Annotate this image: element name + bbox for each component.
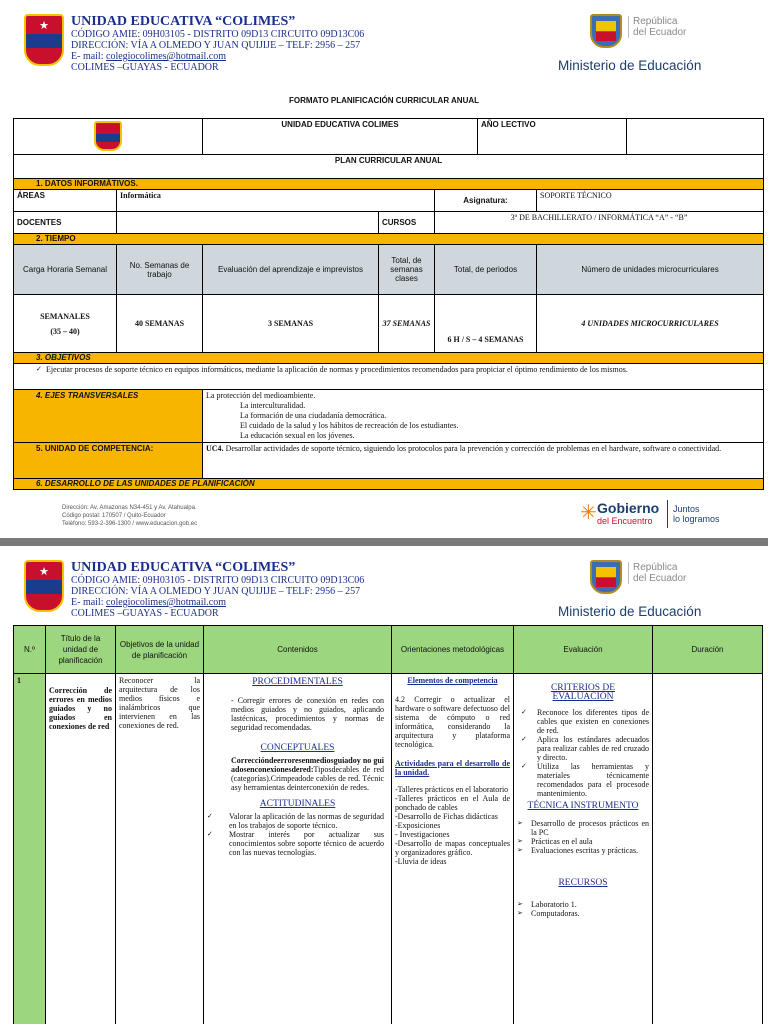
section-1-header: 1. DATOS INFORMÀTIVOS. — [14, 179, 764, 190]
page-footer — [62, 504, 197, 528]
eje-item: La protección del medioambiente. — [206, 391, 316, 400]
objetivo-text: ✓ Ejecutar procesos de soporte técnico en equipos informáticos, mediante la aplicación de normas y procedimientos recomendados para propiciar el óptimo rendimiento de los mismos. — [36, 365, 760, 374]
asignatura-value: SOPORTE TÉCNICO — [537, 190, 764, 212]
gobierno-sub: del Encuentro — [597, 516, 653, 526]
value-carga — [14, 295, 117, 353]
actividad-item: -Desarrollo de Fichas didácticas — [395, 812, 498, 821]
ejes-cell — [203, 390, 764, 443]
ano-lectivo-value — [627, 119, 764, 155]
email-label: E- mail: — [71, 51, 106, 62]
school-address: DIRECCIÓN: VÍA A OLMEDO Y JUAN QUIJIJE – TELF: 2956 – 257 — [71, 586, 361, 597]
docentes-label: DOCENTES — [14, 212, 117, 234]
col-header-num: N.º — [14, 626, 46, 674]
ecuador-coat-of-arms-icon — [590, 14, 622, 48]
planning-units-table — [13, 625, 763, 1024]
col-header-objetivos: Objetivos de la unidad de planificación — [116, 626, 204, 674]
areas-label: ÁREAS — [14, 190, 117, 212]
unit-number: 1 — [14, 674, 46, 1024]
plan-info-table — [13, 118, 764, 490]
actitudinal-item: ✓ Mostrar interés por actualizar sus conocimientos sobre soporte técnico de acuerdo con las nuevas tecnologías. — [207, 830, 384, 857]
uc-text: Desarrollar actividades de soporte técnico, siguiendo los protocolos para la prevención y corrección de problemas en el hardware, software o conectividad. — [223, 444, 722, 453]
uc-code: UC4. — [206, 444, 224, 453]
unit-duration — [653, 674, 763, 1024]
letterhead — [0, 0, 768, 90]
ministerio-label: Ministerio de Educación — [558, 604, 702, 619]
header-carga: Carga Horaria Semanal — [14, 245, 117, 295]
eje-item: La formación de una ciudadanía democrática. — [240, 411, 387, 420]
gobierno-word: Gobierno — [597, 500, 660, 516]
conceptuales-bold: Correccióndeerroresenmediosguiadoy no guiadosenconexionesdered: — [231, 756, 384, 774]
ministry-logo — [558, 558, 738, 619]
footer-direccion: Dirección: Av. Amazonas N34-451 y Av. Atahualpa. — [62, 505, 197, 511]
recurso-item: ➢ Computadoras. — [517, 909, 649, 918]
document-title: FORMATO PLANIFICACIÓN CURRICULAR ANUAL — [288, 96, 480, 105]
header-total-semanas: Total, de semanas clases — [379, 245, 435, 295]
school-email-line — [71, 51, 364, 62]
ano-lectivo-cell: AÑO LECTIVO — [478, 119, 627, 155]
ministry-logo — [558, 12, 738, 73]
gobierno-logo — [580, 496, 740, 534]
school-code: CÓDIGO AMIE: 09H03105 - DISTRITO 09D13 CIRCUITO 09D13C06 — [71, 575, 365, 586]
unidad-cell: UNIDAD EDUCATIVA COLIMES — [203, 119, 478, 155]
actividad-item: -Lluvia de ideas — [395, 857, 447, 866]
republica-label — [628, 562, 686, 584]
col-header-contenidos: Contenidos — [204, 626, 392, 674]
table-logo-cell — [14, 119, 203, 155]
criterios-title: CRITERIOS DE EVALUACIÓN — [550, 683, 616, 702]
value-total-periodos: 6 H / S – 4 SEMANAS — [435, 295, 537, 353]
republica-line-1: República — [633, 562, 678, 573]
footer-codigo: Código postal: 170507 / Quito-Ecuador — [62, 513, 166, 519]
school-address: DIRECCIÓN: VÍA A OLMEDO Y JUAN QUIJIJE – TELF: 2956 – 257 — [71, 40, 361, 51]
section-3-header: 3. OBJETIVOS — [14, 353, 764, 364]
tecnica-item: ➢ Prácticas en el aula — [517, 837, 649, 846]
procedimentales-text: - Corregir errores de conexión en redes con medios guiados y no guiados, aplicando lastécnicas, procedimientos y normas de seguridad recomendadas. — [231, 696, 384, 732]
value-evaluacion: 3 SEMANAS — [203, 295, 379, 353]
gobierno-star-icon: ✳ — [580, 502, 597, 524]
republica-line-1: República — [633, 16, 678, 27]
cursos-label: CURSOS — [379, 212, 435, 234]
section-4-header: 4. EJES TRANSVERSALES — [14, 390, 203, 443]
eje-item: La educación sexual en los jóvenes. — [240, 431, 355, 440]
unit-title: Corrección de errores en medios guiados y no guiados en conexiones de red — [46, 674, 116, 1024]
actividad-item: - Investigaciones — [395, 830, 450, 839]
juntos-1: Juntos — [673, 504, 700, 514]
value-semanas: 40 SEMANAS — [117, 295, 203, 353]
letterhead — [0, 546, 768, 636]
criterio-item: ✓ Aplica los estándares adecuados para realizar cables de red cruzado y directo. — [521, 735, 649, 762]
eje-item: El cuidado de la salud y los hábitos de recreación de los estudiantes. — [240, 421, 459, 430]
unit-methodology — [392, 674, 514, 1024]
value-total-semanas: 37 SEMANAS — [379, 295, 435, 353]
school-email-line — [71, 597, 364, 608]
tecnica-item: ➢ Desarrollo de procesos prácticos en la PC — [517, 819, 649, 837]
objetivo-cell — [14, 364, 764, 390]
eje-item: La interculturalidad. — [240, 401, 306, 410]
conceptuales-body: Tiposdecables de red (categorías).Crimpeadode cables de red. Técnicasy herramientas deinterconexión de redes. — [231, 765, 384, 792]
procedimentales-title: PROCEDIMENTALES — [252, 677, 343, 687]
recurso-item: ➢ Laboratorio 1. — [517, 900, 649, 909]
school-name: UNIDAD EDUCATIVA “COLIMES” — [71, 14, 296, 29]
actividad-item: -Desarrollo de mapas conceptuales y organizadores gráfico. — [395, 839, 510, 857]
elementos-title: Elementos de competencia — [407, 676, 498, 685]
page-2 — [0, 546, 768, 1024]
section-6-header: 6. DESARROLLO DE LAS UNIDADES DE PLANIFICACIÒN — [14, 479, 764, 490]
school-info — [71, 560, 364, 619]
header-total-periodos: Total, de periodos — [435, 245, 537, 295]
footer-telefono: Teléfono: 593-2-396-1300 / www.educacion.gob.ec — [62, 521, 198, 527]
small-shield-icon — [94, 121, 122, 151]
conceptuales-title: CONCEPTUALES — [260, 743, 335, 753]
cursos-value: 3º DE BACHILLERATO / INFORMÁTICA “A” - “B” — [435, 212, 764, 234]
email-link[interactable]: colegiocolimes@hotmail.com — [106, 597, 227, 608]
section-5-header: 5. UNIDAD DE COMPETENCIA: — [14, 443, 203, 479]
school-name: UNIDAD EDUCATIVA “COLIMES” — [71, 560, 296, 575]
republica-line-2: del Ecuador — [633, 573, 687, 584]
areas-value: Informática — [117, 190, 435, 212]
tecnica-title: TÉCNICA INSTRUMENTO — [527, 801, 639, 811]
col-header-orientaciones: Orientaciones metodológicas — [392, 626, 514, 674]
school-location: COLIMES –GUAYAS - ECUADOR — [71, 608, 219, 619]
school-code: CÓDIGO AMIE: 09H03105 - DISTRITO 09D13 CIRCUITO 09D13C06 — [71, 29, 365, 40]
unit-contents — [204, 674, 392, 1024]
ministerio-label: Ministerio de Educación — [558, 58, 702, 73]
col-header-duracion: Duración — [653, 626, 763, 674]
criterio-item: ✓ Reconoce los diferentes tipos de cables que existen en conexiones de red. — [521, 708, 649, 735]
header-evaluacion: Evaluación del aprendizaje e imprevistos — [203, 245, 379, 295]
header-semanas: No. Semanas de trabajo — [117, 245, 203, 295]
school-location: COLIMES –GUAYAS - ECUADOR — [71, 62, 219, 73]
elementos-text: 4.2 Corregir o actualizar el hardware o software defectuoso del sistema de cómputo o red informática, considerando la arquitectura y plataforma tecnológica. — [395, 695, 510, 749]
plan-curricular-cell: PLAN CURRICULAR ANUAL — [14, 155, 764, 179]
col-header-titulo: Título de la unidad de planificación — [46, 626, 116, 674]
ecuador-coat-of-arms-icon — [590, 560, 622, 594]
republica-label — [628, 16, 686, 38]
col-header-evaluacion: Evaluación — [514, 626, 653, 674]
school-info — [71, 14, 364, 73]
section-2-header: 2. TIEMPO — [14, 234, 764, 245]
value-num-unidades: 4 UNIDADES MICROCURRICULARES — [537, 295, 764, 353]
conceptuales-text — [207, 756, 388, 792]
email-label: E- mail: — [71, 597, 106, 608]
value-carga-2: (35 – 40) — [50, 326, 80, 336]
asignatura-label: Asignatura: — [435, 190, 537, 212]
unit-evaluation — [514, 674, 653, 1024]
tecnica-item: ➢ Evaluaciones escritas y prácticas. — [517, 846, 649, 855]
actividades-title: Actividades para el desarrollo de la unidad. — [395, 759, 510, 777]
actividad-item: -Exposiciones — [395, 821, 441, 830]
header-num-unidades: Número de unidades microcurriculares — [537, 245, 764, 295]
school-shield-logo: ★ — [24, 560, 64, 612]
uc-cell — [203, 443, 764, 479]
email-link[interactable]: colegiocolimes@hotmail.com — [106, 51, 227, 62]
recursos-title: RECURSOS — [558, 878, 608, 888]
actitudinal-item: ✓ Valorar la aplicación de las normas de seguridad en los trabajos de soporte técnico. — [207, 812, 384, 830]
republica-line-2: del Ecuador — [633, 27, 687, 38]
actividad-item: -Talleres prácticos en el laboratorio — [395, 785, 509, 794]
criterio-item: ✓ Utiliza las herramientas y materiales técnicamente recomendados para el procesode mantenimiento. — [521, 762, 649, 798]
actitudinales-title: ACTITUDINALES — [259, 799, 336, 809]
unit-objective: Reconocer la arquitectura de los medios físicos e inalámbricos que intervienen en las conexiones de red. — [116, 674, 204, 1024]
school-shield-logo: ★ — [24, 14, 64, 66]
actividad-item: -Talleres prácticos en el Aula de ponchado de cables — [395, 794, 510, 812]
docentes-value — [117, 212, 379, 234]
juntos-slogan — [673, 504, 720, 524]
juntos-2: lo logramos — [673, 514, 720, 524]
value-carga-1: SEMANALES — [40, 311, 90, 321]
